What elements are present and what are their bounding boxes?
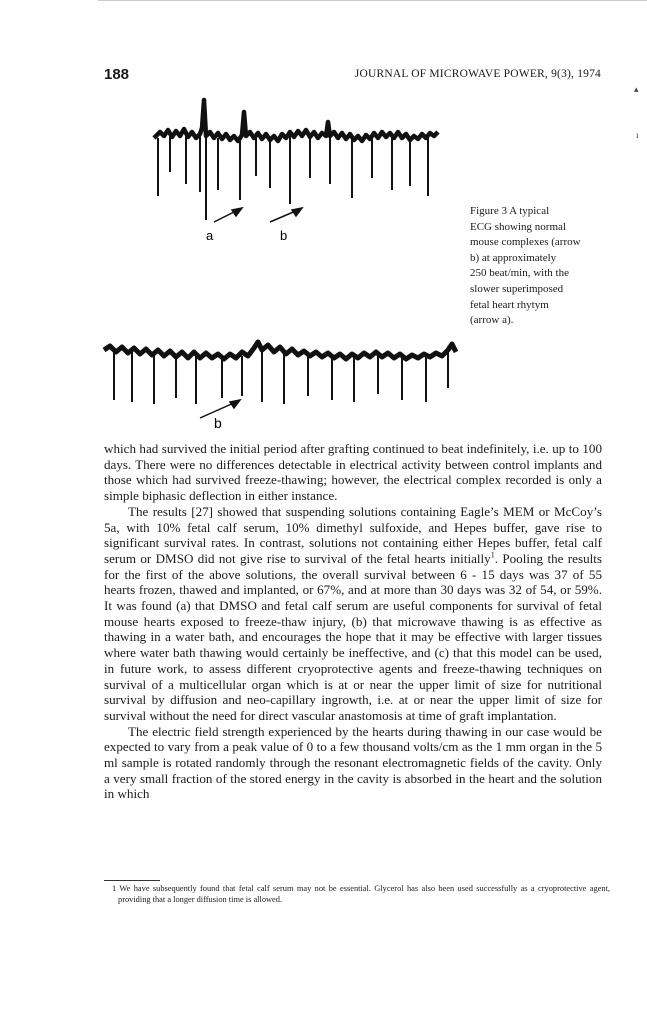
- label-b-bottom: b: [214, 415, 222, 430]
- label-b-top: b: [280, 228, 288, 242]
- caption-line: slower superimposed: [470, 282, 564, 295]
- caption-line: (arrow a).: [470, 314, 514, 327]
- arrow-a: [214, 208, 242, 222]
- caption-line: mouse complexes (arrow: [470, 236, 581, 249]
- ecg-waveform-top: [154, 100, 438, 141]
- ecg-spikes-top: [158, 136, 428, 220]
- scan-mark: ▴: [634, 84, 639, 94]
- footnote-ref: 1: [490, 550, 495, 560]
- ecg-waveform-bottom: [104, 342, 456, 359]
- arrow-b-top: [270, 208, 302, 222]
- caption-line: b) at approximately: [470, 251, 557, 264]
- paragraph-text: The results [27] showed that suspending solutions containing Eagle’s MEM or McCoy’s 5a, with 10% fetal calf serum, 10% dimethyl sulfoxide, and Hepes buffer, gave rise to significant survival rates. In contrast, solutions not containing either Hepes buffer, fetal calf serum or DMSO did not give rise to survival of the fetal hearts initially: [104, 503, 602, 566]
- ecg-trace-top: [140, 92, 450, 242]
- body-text: [104, 441, 602, 802]
- caption-line: Figure 3 A typical: [470, 205, 550, 217]
- paragraph: The electric field strength experienced by the hearts during thawing in our case would be expected to vary from a peak value of 0 to a few thousand volts/cm as the 1 mm organ in the 5 ml sample is rotated randomly through the resonant electromagnetic fields of the cavity. Only a very small fraction of the stored energy in the cavity is absorbed in the heart and the solution in which: [104, 723, 602, 802]
- paragraph-text: . Pooling the results for the first of the above solutions, the overall survival between 6 - 15 days was 37 of 55 hearts frozen, thawed and implanted, or 67%, and at more than 30 days was 32 of 54, or 59%. It was found (a) that DMSO and fetal calf serum are useful components for survival of fetal mouse hearts exposed to freeze-thaw injury, (b) that microwave thawing is as effective as thawing in a water bath, and encourages the hope that it may be effective with larger tissues where water bath thawing would certainly be ineffective, and (c) that this model can be used, in future work, to assess different cryoprotective agents and freeze-thawing techniques on survival of a multicellular organ which is at or near the upper limit of size for nutritional survival by diffusion and neo-capillary ingrowth, i.e. at or near the upper limit of size for survival without the need for direct vascular anastomosis at time of graft implantation.: [104, 550, 602, 723]
- footnote: 1 We have subsequently found that fetal calf serum may not be essential. Glycerol has also been used successfully as a cryoprotective agent, providing that a longer diffusion time is allowed.: [112, 884, 610, 904]
- running-head: JOURNAL OF MICROWAVE POWER, 9(3), 1974: [354, 68, 601, 80]
- paragraph: which had survived the initial period after grafting continued to beat indefinitely, i.e. up to 100 days. There were no differences detectable in electrical activity between control implants and those which had survived freeze-thawing; however, the electrical complex recorded is only a simple biphasic deflection in either instance.: [104, 441, 602, 504]
- paragraph: [104, 504, 602, 724]
- caption-line: 250 beat/min, with the: [470, 267, 569, 280]
- page-number: 188: [104, 66, 130, 83]
- label-a: a: [206, 228, 214, 242]
- footnote-rule: [104, 880, 160, 881]
- ecg-trace-bottom: [96, 330, 466, 430]
- figure-caption: [470, 204, 610, 329]
- scan-edge-line: [98, 0, 647, 1]
- caption-line: fetal heart rhytym: [470, 298, 549, 311]
- scan-mark: ı: [636, 130, 639, 140]
- caption-line: ECG showing normal: [470, 220, 566, 233]
